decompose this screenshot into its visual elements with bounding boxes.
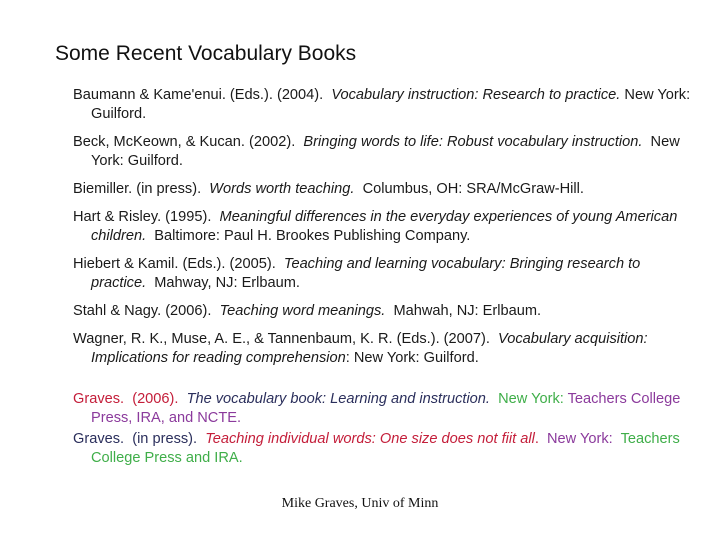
ref-title-dot: . xyxy=(534,431,539,447)
slide-footer: Mike Graves, Univ of Minn xyxy=(281,496,439,511)
ref-year: (2006). xyxy=(132,391,179,407)
ref-authors: Biemiller. (in press). xyxy=(73,181,202,197)
ref-publisher: Mahwah, NJ: Erlbaum. xyxy=(393,303,542,319)
ref-city: New York: xyxy=(547,431,613,447)
ref-publisher: New York: Guilford. xyxy=(91,87,691,122)
ref-title: Words worth teaching. xyxy=(209,181,355,197)
reference-item xyxy=(73,208,703,246)
slide-title: Some Recent Vocabulary Books xyxy=(55,42,357,65)
ref-title: Vocabulary acquisition: Implications for reading comprehension xyxy=(91,331,648,366)
reference-list xyxy=(73,86,703,477)
reference-item xyxy=(73,86,703,124)
ref-publisher: Teachers College Press, IRA, and NCTE. xyxy=(91,391,681,426)
ref-authors: Stahl & Nagy. (2006). xyxy=(73,303,212,319)
reference-item xyxy=(73,133,703,171)
reference-item xyxy=(73,330,703,368)
ref-author: Graves. xyxy=(73,391,125,407)
ref-year: (in press). xyxy=(132,431,198,447)
ref-authors: Baumann & Kame'enui. (Eds.). (2004). xyxy=(73,87,324,103)
ref-authors: Hart & Risley. (1995). xyxy=(73,209,212,225)
ref-authors: Hiebert & Kamil. (Eds.). (2005). xyxy=(73,256,276,272)
reference-item xyxy=(73,180,703,199)
ref-publisher: Teachers College Press and IRA. xyxy=(91,431,680,466)
ref-title: The vocabulary book: Learning and instruction. xyxy=(186,391,490,407)
ref-publisher: Baltimore: Paul H. Brookes Publishing Company. xyxy=(154,228,471,244)
ref-title: Teaching individual words: One size does not fiit all xyxy=(205,431,535,447)
ref-publisher: : New York: Guilford. xyxy=(345,350,479,366)
ref-publisher: Mahway, NJ: Erlbaum. xyxy=(154,275,300,291)
ref-city: New York: xyxy=(498,391,564,407)
ref-title: Bringing words to life: Robust vocabulary instruction. xyxy=(303,134,643,150)
graves-reference-item xyxy=(73,390,703,428)
reference-item xyxy=(73,255,703,293)
ref-author: Graves. xyxy=(73,431,125,447)
ref-publisher: New York: Guilford. xyxy=(91,134,680,169)
ref-publisher: Columbus, OH: SRA/McGraw-Hill. xyxy=(362,181,584,197)
ref-authors: Beck, McKeown, & Kucan. (2002). xyxy=(73,134,296,150)
graves-reference-item xyxy=(73,430,703,468)
ref-authors: Wagner, R. K., Muse, A. E., & Tannenbaum, K. R. (Eds.). (2007). xyxy=(73,331,490,347)
ref-title: Teaching and learning vocabulary: Bringing research to practice. xyxy=(91,256,641,291)
reference-item xyxy=(73,302,703,321)
ref-title: Vocabulary instruction: Research to practice. xyxy=(331,87,621,103)
ref-title: Teaching word meanings. xyxy=(219,303,386,319)
ref-title: Meaningful differences in the everyday experiences of young American children. xyxy=(91,209,678,244)
